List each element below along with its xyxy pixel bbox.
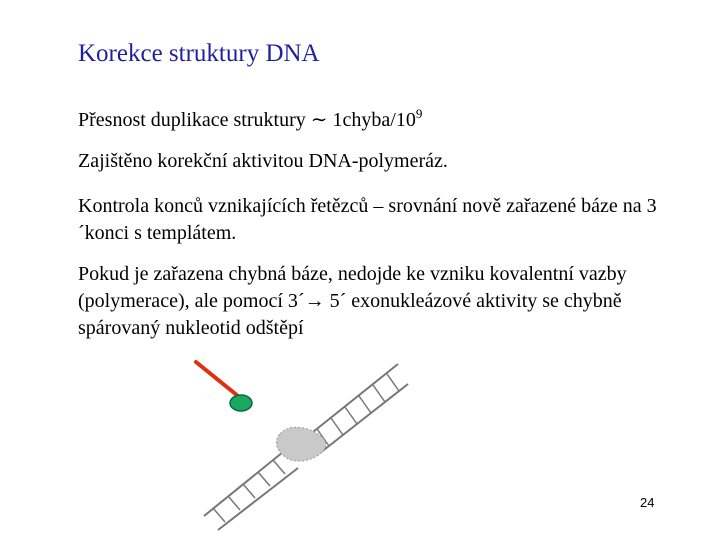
- mispaired-nucleotide-icon: [230, 395, 252, 411]
- accuracy-text: Přesnost duplikace struktury ∼ 1chyba/10: [78, 109, 416, 131]
- page-number: 24: [640, 495, 655, 510]
- paragraph-polymerase: Zajištěno korekční aktivitou DNA-polymeráz.: [78, 150, 448, 172]
- paragraph-end-control: Kontrola konců vznikajících řetězců – srovnání nově zařazené báze na 3´konci s templátem.: [78, 195, 657, 244]
- paragraph-accuracy: [78, 107, 658, 134]
- replication-fork-diagram: [188, 356, 414, 532]
- paragraph-exonuclease: Pokud je zařazena chybná báze, nedojde ke vzniku kovalentní vazby (polymerace), ale pomocí 3´→ 5´ exonukleázové aktivity se chybně spárovaný nukleotid odštěpí: [78, 263, 627, 339]
- exponent: 9: [415, 106, 423, 121]
- slide-title: Korekce struktury DNA: [78, 40, 320, 67]
